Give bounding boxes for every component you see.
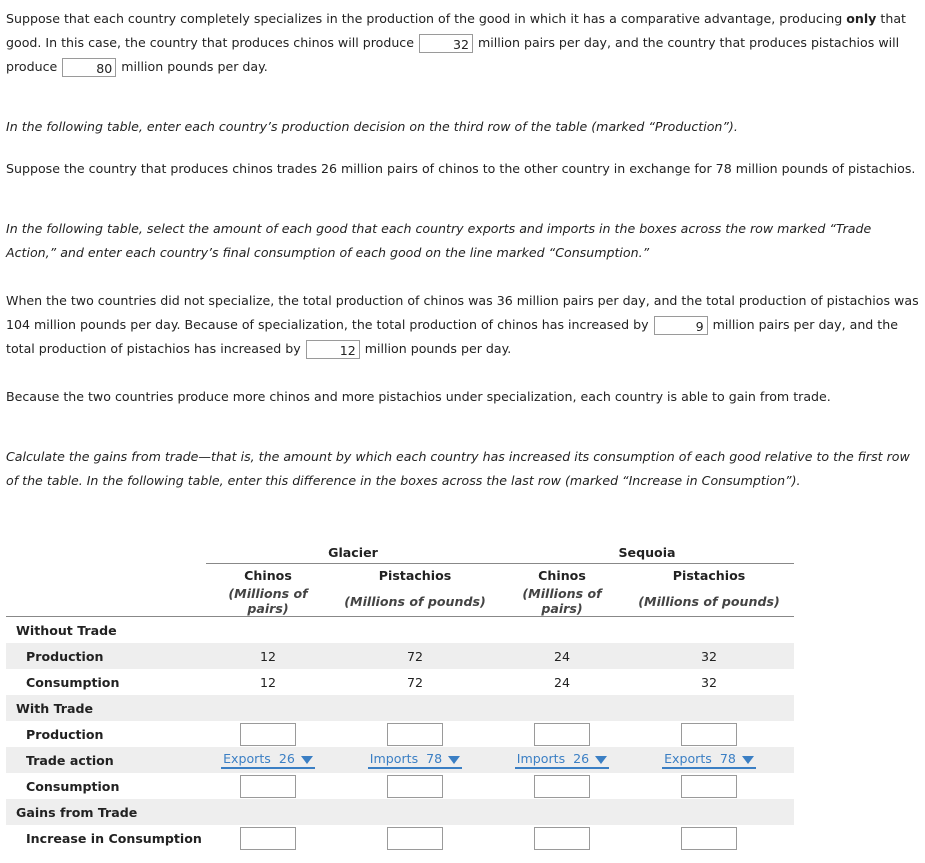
glacier-pistachios-consumption-input[interactable]	[387, 775, 443, 798]
glacier-chinos-increase-input[interactable]	[240, 827, 296, 850]
col-glacier-chinos: Chinos	[244, 567, 292, 583]
trade-table	[6, 541, 794, 851]
table-row	[6, 669, 794, 695]
section-gains-from-trade: Gains from Trade	[6, 799, 206, 825]
text: million pairs per day, and the country that produces pistachios will produce	[6, 35, 900, 74]
glacier-pistachios-increase-input[interactable]	[387, 827, 443, 850]
glacier-chinos-production-input[interactable]	[240, 723, 296, 746]
sequoia-chinos-increase-input[interactable]	[534, 827, 590, 850]
instruction-gains: Calculate the gains from trade—that is, the amount by which each country has increased its consumption of each good relative to the first row of the table. In the following table, enter this difference in the boxes across the last row (marked “Increase in Consumption”).	[6, 449, 910, 488]
chinos-increase-input[interactable]: 9	[654, 316, 708, 335]
row-label-increase: Increase in Consumption	[26, 830, 202, 846]
country-glacier: Glacier	[206, 541, 500, 564]
chevron-down-icon	[742, 756, 754, 764]
unit-label: (Millions of pairs)	[206, 586, 330, 617]
table-row	[6, 721, 794, 747]
glacier-chinos-trade-dropdown[interactable]	[221, 751, 315, 769]
unit-label: (Millions of pounds)	[624, 586, 794, 617]
sequoia-pistachios-production-input[interactable]	[681, 723, 737, 746]
chevron-down-icon	[448, 756, 460, 764]
sequoia-pistachios-consumption-input[interactable]	[681, 775, 737, 798]
table-row	[6, 799, 794, 825]
text: When the two countries did not specialize, the total production of chinos was 36 million pairs per day, and the total production of pistachios was 104 million pounds per day. Because of specialization, the total production of chinos has increased by	[6, 293, 919, 332]
table-row	[6, 747, 794, 773]
table-row	[6, 773, 794, 799]
pistachios-increase-input[interactable]: 12	[306, 340, 360, 359]
section-without-trade: Without Trade	[16, 622, 117, 638]
trade-description: Suppose the country that produces chinos trades 26 million pairs of chinos to the other country in exchange for 78 million pounds of pistachios.	[6, 161, 916, 176]
table-row	[6, 617, 794, 644]
value-cell: 24	[553, 674, 571, 690]
unit-label: (Millions of pairs)	[500, 586, 624, 617]
row-label-production: Production	[6, 643, 206, 669]
emphasis: only	[846, 11, 877, 26]
col-glacier-pistachios: Pistachios	[378, 567, 452, 583]
glacier-pistachios-production-input[interactable]	[387, 723, 443, 746]
total-production-paragraph	[6, 289, 921, 361]
table-row	[6, 695, 794, 721]
sequoia-chinos-trade-dropdown[interactable]	[515, 751, 609, 769]
dropdown-value: Imports 26	[516, 751, 590, 766]
sequoia-chinos-production-input[interactable]	[534, 723, 590, 746]
dropdown-value: Imports 78	[369, 751, 443, 766]
dropdown-value: Exports 26	[223, 751, 295, 766]
table-row	[6, 825, 794, 851]
col-sequoia-pistachios: Pistachios	[672, 567, 746, 583]
value-cell: 32	[624, 643, 794, 669]
sequoia-chinos-consumption-input[interactable]	[534, 775, 590, 798]
row-label-consumption: Consumption	[26, 674, 120, 690]
row-label-production: Production	[26, 726, 104, 742]
value-cell: 12	[259, 674, 277, 690]
chevron-down-icon	[595, 756, 607, 764]
row-label-trade-action: Trade action	[6, 747, 206, 773]
dropdown-value: Exports 78	[664, 751, 736, 766]
text: million pounds per day.	[121, 59, 268, 74]
gain-statement: Because the two countries produce more chinos and more pistachios under specialization, each country is able to gain from trade.	[6, 389, 831, 404]
value-cell: 72	[406, 674, 424, 690]
glacier-pistachios-trade-dropdown[interactable]	[368, 751, 462, 769]
table-row	[6, 643, 794, 669]
value-cell: 72	[330, 643, 500, 669]
text: million pairs per day, and the total production of pistachios has increased by	[6, 317, 898, 356]
sequoia-pistachios-increase-input[interactable]	[681, 827, 737, 850]
instruction-trade: In the following table, select the amount of each good that each country exports and imports in the boxes across the row marked “Trade Action,” and enter each country’s final consumption of each good on the line marked “Consumption.”	[6, 221, 872, 260]
instruction-production: In the following table, enter each country’s production decision on the third row of the table (marked “Production”).	[6, 119, 738, 134]
pistachios-production-input[interactable]: 80	[62, 58, 116, 77]
glacier-chinos-consumption-input[interactable]	[240, 775, 296, 798]
text: that good. In this case, the country that produces chinos will produce	[6, 11, 906, 50]
unit-label: (Millions of pounds)	[330, 586, 500, 617]
text: Suppose that each country completely specializes in the production of the good in which it has a comparative advantage, producing	[6, 11, 847, 26]
section-with-trade: With Trade	[6, 695, 206, 721]
chinos-production-input[interactable]: 32	[419, 34, 473, 53]
col-sequoia-chinos: Chinos	[538, 567, 586, 583]
country-sequoia: Sequoia	[500, 541, 794, 564]
sequoia-pistachios-trade-dropdown[interactable]	[662, 751, 756, 769]
value-cell: 24	[500, 643, 624, 669]
value-cell: 32	[700, 674, 718, 690]
text: million pounds per day.	[364, 341, 512, 356]
value-cell: 12	[206, 643, 330, 669]
row-label-consumption: Consumption	[26, 778, 120, 794]
specialization-paragraph	[6, 7, 921, 79]
chevron-down-icon	[301, 756, 313, 764]
